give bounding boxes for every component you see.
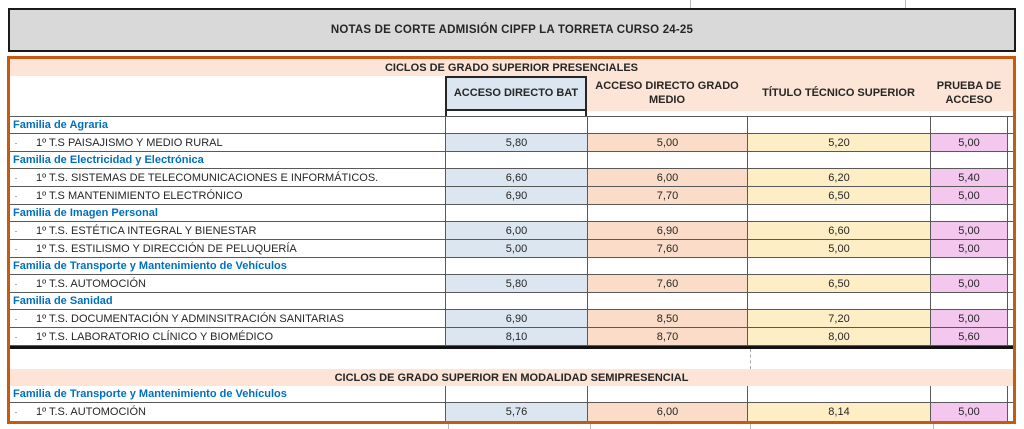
section2-title-row[interactable] [10,369,1013,386]
row-bullet: · [14,190,18,201]
row-bullet: · [14,243,18,254]
empty-cell[interactable] [930,117,1008,133]
header-name-spacer [10,76,445,111]
family-name[interactable]: Familia de Transporte y Mantenimiento de Vehículos [13,260,287,272]
family-row [10,205,1013,222]
cell-acceso-bat[interactable]: 5,76 [445,403,587,421]
row-gap [1008,117,1013,133]
cell-titulo-tecnico[interactable]: 6,20 [747,169,930,186]
family-row [10,386,1013,403]
row-gap [1008,222,1013,239]
cell-acceso-bat[interactable]: 6,60 [445,169,587,186]
family-name[interactable]: Familia de Imagen Personal [13,207,158,219]
empty-cell[interactable] [747,386,930,402]
spacer-tt [747,111,930,116]
empty-cell[interactable] [587,205,747,221]
table-row [10,169,1013,187]
cell-prueba-acceso[interactable]: 5,00 [930,403,1008,421]
empty-cell[interactable] [747,205,930,221]
header-acceso-bat[interactable]: ACCESO DIRECTO BAT [445,76,587,111]
family-name[interactable]: Familia de Transporte y Mantenimiento de Vehículos [13,388,287,400]
empty-cell[interactable] [930,258,1008,274]
clipped-row-strip [7,424,1016,429]
cell-acceso-grado-medio[interactable]: 7,60 [587,240,747,257]
cell-acceso-grado-medio[interactable]: 7,60 [587,275,747,292]
cell-prueba-acceso[interactable]: 5,60 [930,328,1008,345]
row-gap [1008,205,1013,221]
cell-acceso-grado-medio[interactable]: 8,50 [587,310,747,327]
cell-acceso-grado-medio[interactable]: 6,00 [587,169,747,186]
empty-cell[interactable] [930,205,1008,221]
cell-acceso-bat[interactable]: 5,80 [445,275,587,292]
row-bullet: · [14,172,18,183]
cell-titulo-tecnico[interactable]: 5,20 [747,134,930,151]
empty-cell[interactable] [445,117,587,133]
header-prueba-acceso[interactable]: PRUEBA DE ACCESO [930,76,1008,111]
cell-titulo-tecnico[interactable]: 6,60 [747,222,930,239]
gridline-tick [905,0,906,8]
header-titulo-tecnico[interactable]: TÍTULO TÉCNICO SUPERIOR [747,76,930,111]
row-gap [1008,328,1013,345]
family-name[interactable]: Familia de Sanidad [13,295,113,307]
spacer-gm [587,111,747,116]
course-name[interactable]: 1º T.S. DOCUMENTACIÓN Y ADMINSITRACIÓN SANITARIAS [36,312,344,325]
row-gap [1008,152,1013,168]
page-title: NOTAS DE CORTE ADMISIÓN CIPFP LA TORRETA CURSO 24-25 [330,24,694,36]
row-gap [1008,293,1013,309]
table-row [10,275,1013,293]
row-gap [1008,275,1013,292]
cell-titulo-tecnico[interactable]: 6,50 [747,275,930,292]
row-bullet: · [14,225,18,236]
empty-cell[interactable] [445,386,587,402]
cell-acceso-bat[interactable]: 8,10 [445,328,587,345]
empty-cell[interactable] [747,258,930,274]
cell-titulo-tecnico[interactable]: 8,14 [747,403,930,421]
table-row [10,240,1013,258]
gridline-tick [590,424,591,429]
row-gap [1008,240,1013,257]
cell-acceso-bat[interactable]: 6,00 [445,222,587,239]
empty-cell[interactable] [747,117,930,133]
spacer-pa [930,111,1008,116]
table-row [10,222,1013,240]
row-bullet: · [14,331,18,342]
row-gap [1008,310,1013,327]
gridline-tick [933,424,934,429]
family-name[interactable]: Familia de Electricidad y Electrónica [13,154,204,166]
family-name[interactable]: Familia de Agraria [13,119,108,131]
row-gap [1008,134,1013,151]
row-gap [1008,386,1013,402]
cell-acceso-bat[interactable]: 6,90 [445,310,587,327]
section1-title: CICLOS DE GRADO SUPERIOR PRESENCIALES [384,61,639,74]
table-row [10,328,1013,346]
empty-cell[interactable] [587,293,747,309]
course-name[interactable]: 1º T.S. AUTOMOCIÓN [36,277,146,290]
course-name[interactable]: 1º T.S. ESTILISMO Y DIRECCIÓN DE PELUQUERÍA [36,242,297,255]
empty-cell[interactable] [445,152,587,168]
cell-prueba-acceso[interactable]: 5,00 [930,187,1008,204]
cell-prueba-acceso[interactable]: 5,00 [930,134,1008,151]
cell-acceso-bat[interactable]: 6,90 [445,187,587,204]
course-name[interactable]: 1º T.S. ESTÉTICA INTEGRAL Y BIENESTAR [36,224,257,237]
cell-acceso-grado-medio[interactable]: 5,00 [587,134,747,151]
row-gap [1008,403,1013,421]
gridline-tick [750,424,751,429]
page-break-dash [750,349,751,369]
cell-prueba-acceso[interactable]: 5,40 [930,169,1008,186]
empty-cell[interactable] [587,258,747,274]
column-header-row [10,76,1013,111]
gridline-tick [448,424,449,429]
grades-table [7,56,1016,424]
row-gap [1008,169,1013,186]
empty-cell[interactable] [747,293,930,309]
cell-titulo-tecnico[interactable]: 6,50 [747,187,930,204]
empty-cell[interactable] [445,205,587,221]
cell-acceso-grado-medio[interactable]: 6,00 [587,403,747,421]
table-row [10,134,1013,152]
cell-acceso-grado-medio[interactable]: 8,70 [587,328,747,345]
cell-acceso-grado-medio[interactable]: 7,70 [587,187,747,204]
cell-acceso-grado-medio[interactable]: 6,90 [587,222,747,239]
cell-prueba-acceso[interactable]: 5,00 [930,222,1008,239]
section2-title: CICLOS DE GRADO SUPERIOR EN MODALIDAD SEMIPRESENCIAL [334,371,689,384]
row-bullet: · [14,278,18,289]
empty-cell[interactable] [445,258,587,274]
cell-prueba-acceso[interactable]: 5,00 [930,310,1008,327]
empty-cell[interactable] [930,293,1008,309]
course-name[interactable]: 1º T.S. LABORATORIO CLÍNICO Y BIOMÉDICO [36,330,274,343]
course-name[interactable]: 1º T.S MANTENIMIENTO ELECTRÓNICO [36,189,243,202]
header-gap [1008,76,1013,111]
row-gap [1008,187,1013,204]
spacer-bat-borders [445,111,587,116]
empty-cell[interactable] [587,386,747,402]
empty-cell[interactable] [747,152,930,168]
family-row [10,117,1013,134]
separator-row [10,349,1013,369]
row-bullet: · [14,313,18,324]
cell-titulo-tecnico[interactable]: 8,00 [747,328,930,345]
row-bullet: · [14,137,18,148]
section1-title-row[interactable] [10,59,1013,76]
spacer-left [10,111,445,116]
empty-cell[interactable] [930,386,1008,402]
course-name[interactable]: 1º T.S. SISTEMAS DE TELECOMUNICACIONES E INFORMÁTICOS. [36,171,379,184]
empty-cell[interactable] [445,293,587,309]
family-row [10,152,1013,169]
row-gap [1008,258,1013,274]
gridline-tick [690,0,691,8]
header-acceso-grado-medio[interactable]: ACCESO DIRECTO GRADO MEDIO [587,76,747,111]
table-row [10,310,1013,328]
empty-cell[interactable] [930,152,1008,168]
course-name[interactable]: 1º T.S PAISAJISMO Y MEDIO RURAL [36,136,223,149]
sheet-title-cell[interactable] [8,8,1016,52]
empty-cell[interactable] [587,152,747,168]
row-bullet: · [14,407,18,417]
table-row [10,403,1013,421]
cell-prueba-acceso[interactable]: 5,00 [930,240,1008,257]
table-row [10,187,1013,205]
cell-acceso-bat[interactable]: 5,00 [445,240,587,257]
cell-titulo-tecnico[interactable]: 5,00 [747,240,930,257]
cell-acceso-bat[interactable]: 5,80 [445,134,587,151]
empty-cell[interactable] [587,117,747,133]
cell-titulo-tecnico[interactable]: 7,20 [747,310,930,327]
family-row [10,258,1013,275]
family-row [10,293,1013,310]
course-name[interactable]: 1º T.S. AUTOMOCIÓN [36,406,146,418]
spacer-gap [1008,111,1013,116]
cell-prueba-acceso[interactable]: 5,00 [930,275,1008,292]
